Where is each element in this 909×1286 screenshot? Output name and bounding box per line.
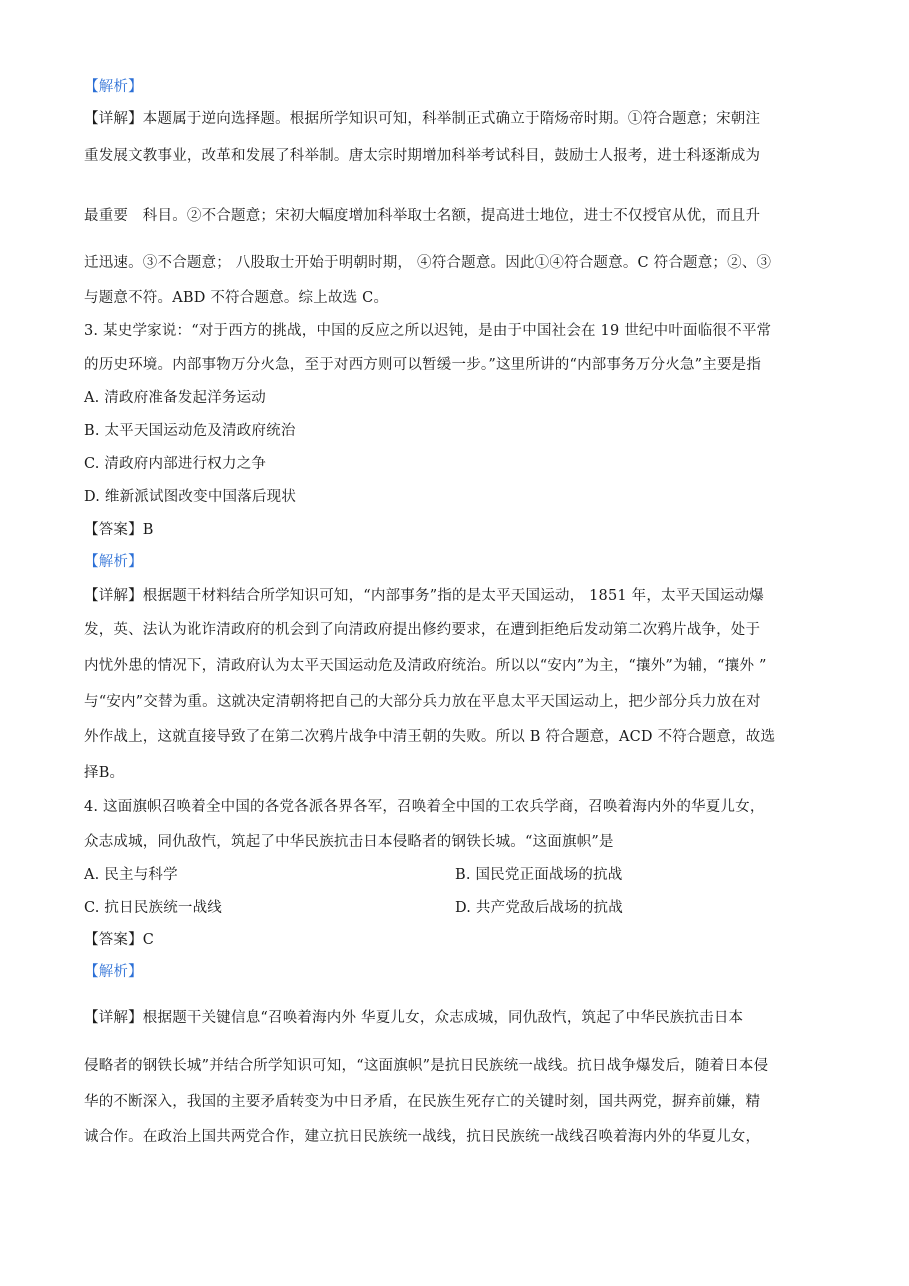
q2-detail-line-5: 与题意不符。ABD 不符合题意。综上故选 C。	[84, 290, 389, 306]
q3-detail-line-4: 与“安内”交替为重。这就决定清朝将把自己的大部分兵力放在平息太平天国运动上，把少部分兵力放在对	[84, 694, 761, 710]
q3-stem-line-2: 的历史环境。内部事物万分火急，至于对西方则可以暂缓一步。”这里所讲的“内部事务万分火急”主要是指	[84, 357, 762, 373]
q3-detail-line-6: 择B。	[84, 765, 125, 781]
q4-detail-line-4: 诚合作。在政治上国共两党合作，建立抗日民族统一战线，抗日民族统一战线召唤着海内外的华夏儿女，	[84, 1129, 761, 1145]
q4-stem-line-2: 众志成城，同仇敌忾，筑起了中华民族抗击日本侵略者的钢铁长城。“这面旗帜”是	[84, 834, 614, 850]
q4-option-c: C. 抗日民族统一战线	[84, 900, 222, 916]
q2-analysis-label: 【解析】	[84, 79, 143, 95]
q2-detail-line-4: 迁迅速。③不合题意； 八股取士开始于明朝时期， ④符合题意。因此①④符合题意。C 符合题意；②、③	[84, 255, 772, 271]
q4-analysis-label: 【解析】	[84, 964, 143, 980]
q3-detail-line-5: 外作战上，这就直接导致了在第二次鸦片战争中清王朝的失败。所以 B 符合题意，ACD 不符合题意，故选	[84, 729, 776, 745]
q3-answer: 【答案】B	[84, 522, 154, 538]
q3-option-c: C. 清政府内部进行权力之争	[84, 456, 267, 472]
q3-analysis-label: 【解析】	[84, 554, 143, 570]
q4-option-a: A. 民主与科学	[84, 867, 178, 883]
q4-option-d: D. 共产党敌后战场的抗战	[455, 900, 623, 916]
q4-detail-line-3: 华的不断深入，我国的主要矛盾转变为中日矛盾，在民族生死存亡的关键时刻，国共两党，摒弃前嫌，精	[84, 1094, 761, 1110]
q3-option-d: D. 维新派试图改变中国落后现状	[84, 489, 297, 505]
q3-option-b: B. 太平天国运动危及清政府统治	[84, 423, 296, 439]
q4-detail-line-2: 侵略者的钢铁长城”并结合所学知识可知，“这面旗帜”是抗日民族统一战线。抗日战争爆发后，随着日本侵	[84, 1058, 769, 1074]
q2-detail-line-1: 【详解】本题属于逆向选择题。根据所学知识可知，科举制正式确立于隋炀帝时期。①符合题意；宋朝注	[84, 111, 761, 127]
q4-detail-line-1: 【详解】根据题干关键信息“召唤着海内外 华夏儿女，众志成城，同仇敌忾，筑起了中华民族抗击日本	[84, 1010, 744, 1026]
q3-stem-line-1: 3. 某史学家说：“对于西方的挑战，中国的反应之所以迟钝，是由于中国社会在 19 世纪中叶面临很不平常	[84, 323, 772, 339]
q3-option-a: A. 清政府准备发起洋务运动	[84, 390, 266, 406]
q3-detail-line-2: 发，英、法认为讹诈清政府的机会到了向清政府提出修约要求，在遭到拒绝后发动第二次鸦片战争，处于	[84, 622, 761, 638]
q4-stem-line-1: 4. 这面旗帜召唤着全中国的各党各派各界各军，召唤着全中国的工农兵学商，召唤着海内外的华夏儿女，	[84, 799, 765, 815]
q3-detail-line-3: 内忧外患的情况下，清政府认为太平天国运动危及清政府统治。所以以“安内”为主，“攘外”为辅，“攘外 ”	[84, 658, 767, 674]
q4-option-b: B. 国民党正面战场的抗战	[455, 867, 623, 883]
q4-answer: 【答案】C	[84, 932, 155, 948]
q3-detail-line-1: 【详解】根据题干材料结合所学知识可知，“内部事务”指的是太平天国运动， 1851 年，太平天国运动爆	[84, 588, 764, 604]
q2-detail-line-2: 重发展文教事业，改革和发展了科举制。唐太宗时期增加科举考试科目，鼓励士人报考，进士科逐渐成为	[84, 148, 761, 164]
q2-detail-line-3: 最重要 科目。②不合题意；宋初大幅度增加科举取士名额，提高进士地位，进士不仅授官从优，而且升	[84, 208, 761, 224]
